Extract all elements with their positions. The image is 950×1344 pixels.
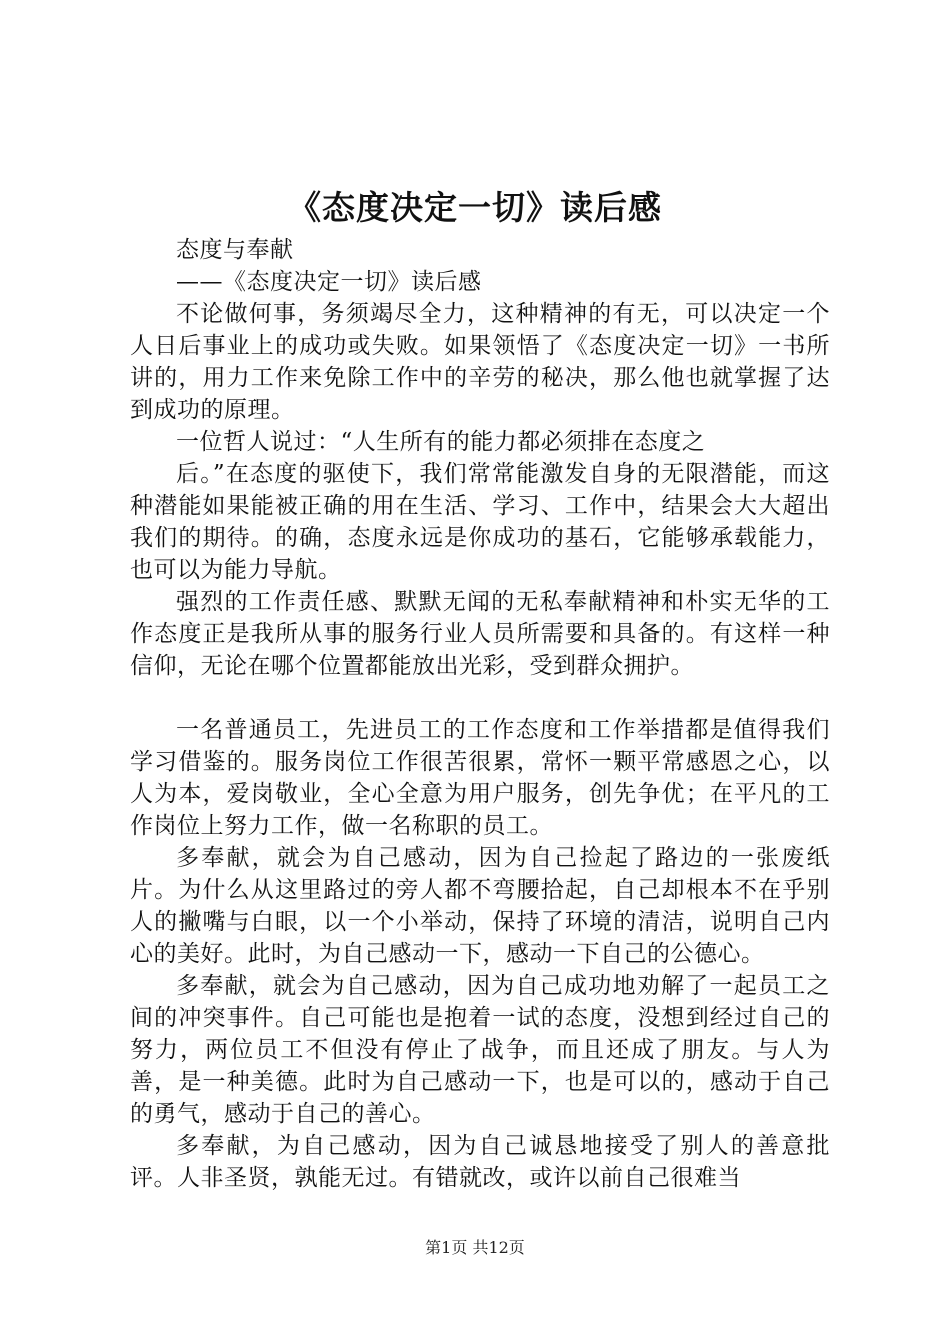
page-footer: 第1页 共12页 xyxy=(425,1238,525,1257)
paragraph: 一位哲人说过：“人生所有的能力都必须排在态度之 xyxy=(176,429,706,455)
paragraph: 强烈的工作责任感、默默无闻的无私奉献精神和朴实无华的工作态度正是我所从事的服务行业人员所需要和具备的。有这样一种信仰，无论在哪个位置都能放出光彩，受到群众拥护。 xyxy=(130,589,830,679)
subtitle-source: ——《态度决定一切》读后感 xyxy=(176,269,482,295)
paragraph: 多奉献，就会为自己感动，因为自己捡起了路边的一张废纸片。为什么从这里路过的旁人都不弯腰拾起，自己却根本不在乎别人的撇嘴与白眼，以一个小举动，保持了环境的清洁，说明自己内心的美好。此时，为自己感动一下，感动一下自己的公德心。 xyxy=(130,845,830,967)
paragraph: 后。”在态度的驱使下，我们常常能激发自身的无限潜能，而这种潜能如果能被正确的用在生活、学习、工作中，结果会大大超出我们的期待。的确，态度永远是你成功的基石，它能够承载能力，也可以为能力导航。 xyxy=(130,461,830,583)
subtitle: 态度与奉献 xyxy=(176,237,294,263)
paragraph: 多奉献，为自己感动，因为自己诚恳地接受了别人的善意批评。人非圣贤，孰能无过。有错就改，或许以前自己很难当 xyxy=(130,1133,830,1191)
paragraph: 一名普通员工，先进员工的工作态度和工作举措都是值得我们学习借鉴的。服务岗位工作很苦很累，常怀一颗平常感恩之心，以人为本，爱岗敬业，全心全意为用户服务，创先争优；在平凡的工作岗位上努力工作，做一名称职的员工。 xyxy=(130,717,830,839)
document-title: 《态度决定一切》读后感 xyxy=(288,188,662,227)
paragraph: 不论做何事，务须竭尽全力，这种精神的有无，可以决定一个人日后事业上的成功或失败。如果领悟了《态度决定一切》一书所讲的，用力工作来免除工作中的辛劳的秘决，那么他也就掌握了达到成功的原理。 xyxy=(130,301,830,423)
document-body xyxy=(130,234,830,1194)
paragraph: 多奉献，就会为自己感动，因为自己成功地劝解了一起员工之间的冲突事件。自己可能也是抱着一试的态度，没想到经过自己的努力，两位员工不但没有停止了战争，而且还成了朋友。与人为善，是一种美德。此时为自己感动一下，也是可以的，感动于自己的勇气，感动于自己的善心。 xyxy=(130,973,830,1127)
